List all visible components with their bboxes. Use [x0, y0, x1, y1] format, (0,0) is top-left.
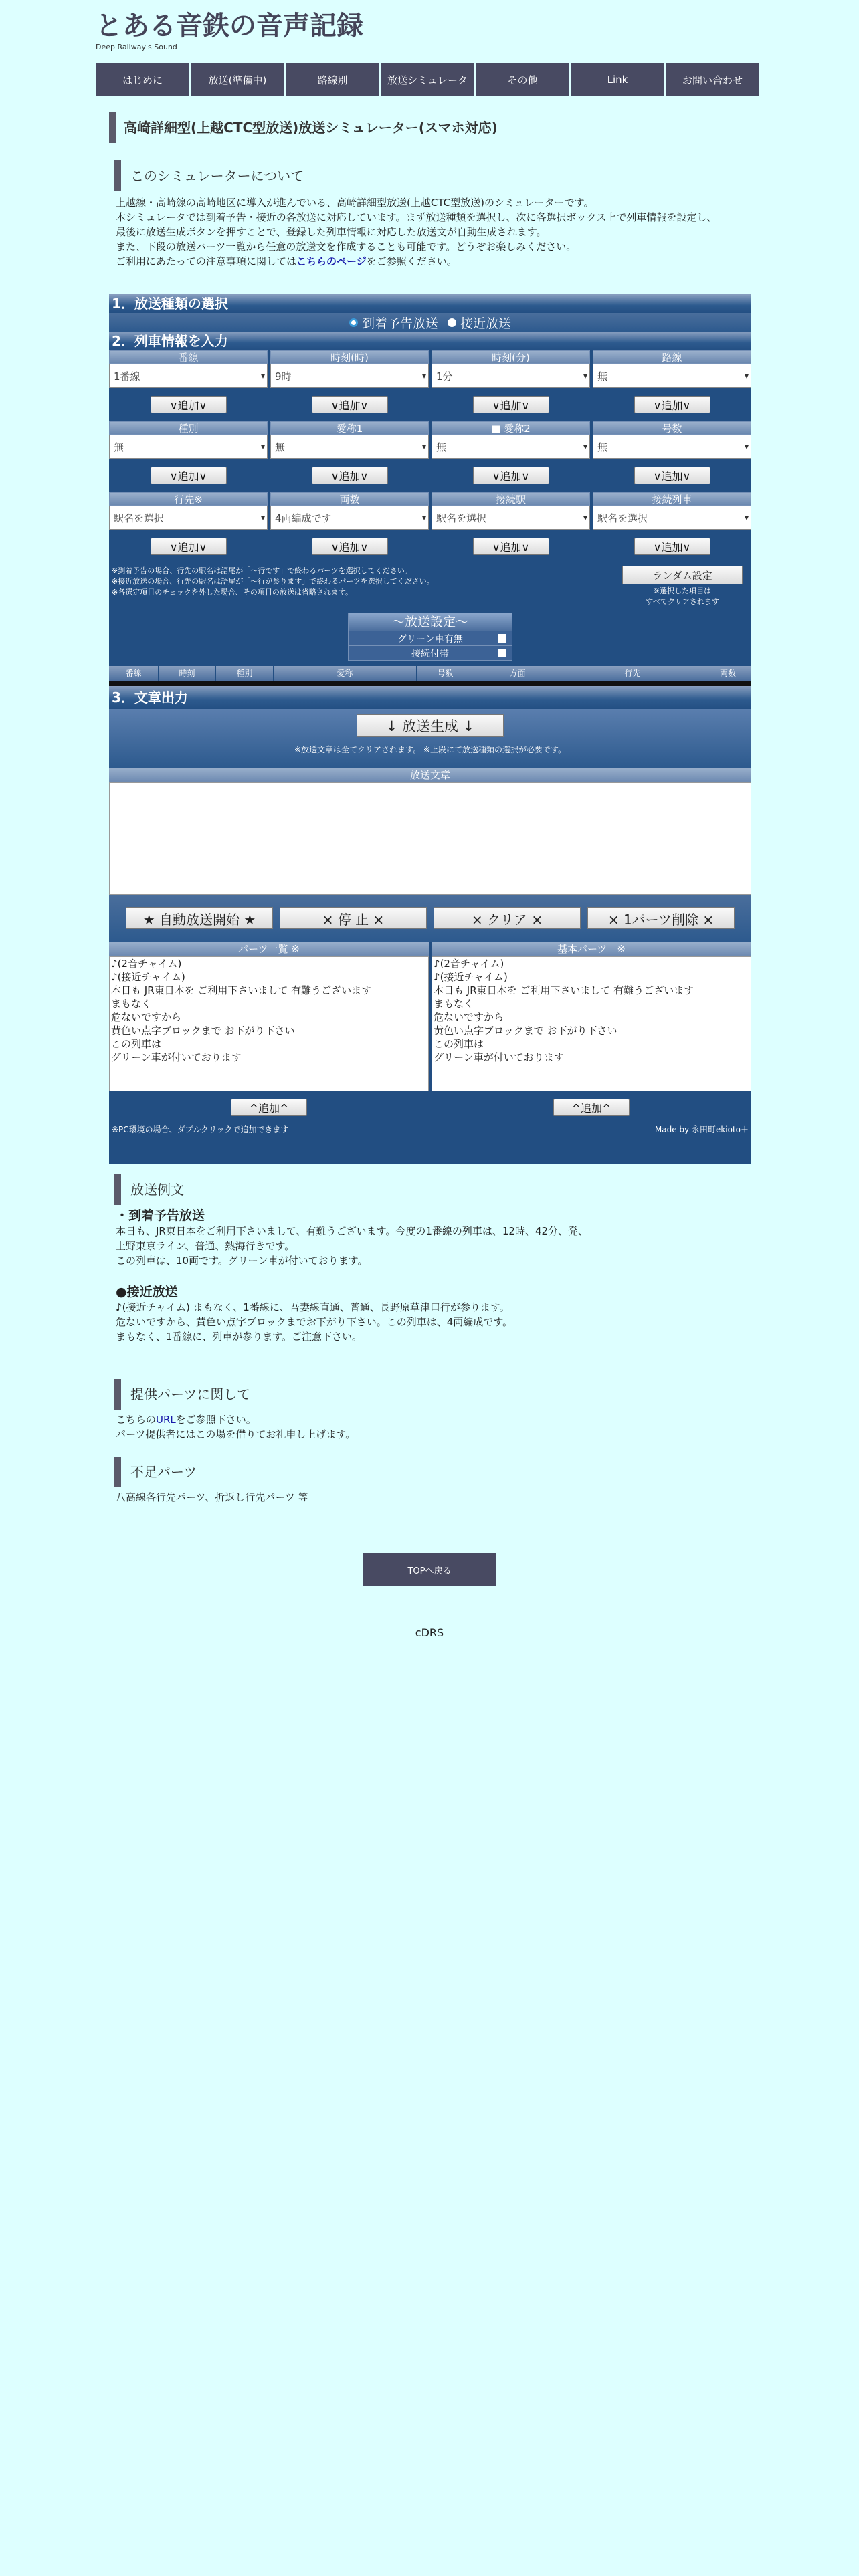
radio-dot-icon [349, 318, 358, 327]
col-cars: 両数 [704, 666, 751, 681]
add-platform-button[interactable]: ∨追加∨ [151, 396, 227, 413]
about-heading: このシミュレーターについて [114, 160, 751, 191]
nav-item-contact[interactable]: お問い合わせ [666, 63, 759, 96]
site-title[interactable]: とある音鉄の音声記録 [96, 11, 363, 41]
arrival-example-title: ・到着予告放送 [116, 1208, 205, 1223]
list-item[interactable]: ♪(2音チャイム) [111, 958, 182, 970]
setting-green-car-label: グリーン車有無 [397, 633, 463, 645]
note-line: ※接近放送の場合、行先の駅名は語尾が「〜行が参ります」で終わるパーツを選択してください。 [112, 577, 434, 586]
sim-footer [109, 1123, 751, 1135]
main-nav [96, 63, 759, 96]
col-time: 時刻 [159, 666, 216, 681]
missing-parts-text: 八高線各行先パーツ、折返し行先パーツ 等 [116, 1491, 308, 1503]
note-line: ※各選定項目のチェックを外した場合、その項目の放送は省略されます。 [112, 588, 353, 597]
basic-parts-label: 基本パーツ ※ [432, 942, 751, 956]
radio-dot-icon [448, 318, 456, 327]
label-line: 路線 [593, 350, 751, 364]
parts-add-button[interactable]: ^追加^ [231, 1099, 307, 1116]
train-info-row-1 [109, 350, 751, 421]
select-nickname2[interactable]: 無 ▾ [432, 435, 590, 459]
label-nickname2[interactable]: ■ 愛称2 [432, 421, 590, 435]
back-to-top-button[interactable]: TOPへ戻る [363, 1553, 496, 1586]
broadcast-settings [348, 613, 512, 661]
select-connect-train[interactable]: 駅名を選択 ▾ [593, 506, 751, 530]
intro-line: 上越線・高崎線の高崎地区に導入が進んでいる、高崎詳細型放送(上越CTC型放送)のシミュレーターです。 [116, 197, 594, 209]
copyright: cDRS [415, 1626, 444, 1639]
radio-arrival[interactable] [349, 314, 438, 332]
auto-broadcast-start-button[interactable]: ★ 自動放送開始 ★ [126, 907, 273, 929]
col-nickname: 愛称 [274, 666, 417, 681]
missing-parts-heading: 不足パーツ [114, 1457, 751, 1487]
list-item[interactable]: この列車は [111, 1038, 162, 1050]
parts-thanks: パーツ提供者にはこの場を借りてお礼申し上げます。 [116, 1428, 356, 1440]
intro-last-post: をご参照ください。 [366, 255, 457, 267]
radio-approach-label: 接近放送 [460, 316, 512, 331]
notes-text [112, 566, 434, 607]
col-number: 号数 [417, 666, 474, 681]
section-broadcast-type: 1．放送種類の選択 [109, 294, 751, 313]
list-item[interactable]: グリーン車が付いております [434, 1051, 564, 1063]
notes-row [109, 566, 751, 607]
list-item[interactable]: 黄色い点字ブロックまで お下がり下さい [434, 1025, 617, 1037]
connection-checkbox[interactable] [498, 649, 506, 657]
stop-button[interactable]: × 停 止 × [280, 907, 427, 929]
page-title: 高崎詳細型(上越CTC型放送)放送シミュレーター(スマホ対応) [109, 112, 751, 143]
made-by: Made by 永田町ekioto＋ [654, 1125, 749, 1134]
random-settings [619, 566, 746, 607]
select-destination[interactable]: 駅名を選択 ▾ [109, 506, 268, 530]
add-number-button[interactable]: ∨追加∨ [634, 467, 710, 484]
list-item[interactable]: まもなく [434, 998, 474, 1010]
site-header [96, 9, 363, 51]
example-line: 上野東京ライン、普通、熱海行きです。 [116, 1240, 295, 1252]
list-item[interactable]: ♪(接近チャイム) [434, 971, 508, 983]
label-connect-train: 接続列車 [593, 492, 751, 506]
random-button[interactable]: ランダム設定 [622, 566, 743, 584]
list-item[interactable]: 危ないですから [434, 1011, 504, 1023]
examples-section [109, 1174, 751, 1505]
list-item[interactable]: 本日も JR東日本を ご利用下さいまして 有難うございます [111, 984, 372, 996]
basic-parts-list[interactable] [432, 956, 751, 1091]
add-hour-button[interactable]: ∨追加∨ [312, 396, 388, 413]
intro-line [116, 254, 751, 269]
add-cars-button[interactable]: ∨追加∨ [312, 538, 388, 555]
nav-item-other[interactable]: その他 [476, 63, 571, 96]
col-direction: 方面 [474, 666, 561, 681]
nav-item-link[interactable]: Link [571, 63, 666, 96]
simulator [109, 294, 751, 1164]
nav-item-simulator[interactable]: 放送シミュレータ [381, 63, 476, 96]
random-note-line: ※選択した項目は [653, 586, 712, 595]
label-minute: 時刻(分) [432, 350, 590, 364]
parts-provided-text [116, 1412, 751, 1442]
train-table-header [109, 666, 751, 681]
select-hour[interactable]: 9時 ▾ [270, 364, 429, 388]
green-car-checkbox[interactable] [498, 634, 506, 643]
add-line-button[interactable]: ∨追加∨ [634, 396, 710, 413]
radio-approach[interactable] [448, 314, 511, 332]
intro-line: 本シミュレータでは到着予告・接近の各放送に対応しています。まず放送種類を選択し、次に各選択ボックス上で列車情報を設定し、 [116, 211, 717, 223]
random-note-line: すべてクリアされます [646, 597, 719, 606]
label-number: 号数 [593, 421, 751, 435]
select-number[interactable]: 無 ▾ [593, 435, 751, 459]
add-connect-station-button[interactable]: ∨追加∨ [473, 538, 549, 555]
example-line: まもなく、1番線に、列車が参ります。ご注意下さい。 [116, 1331, 363, 1343]
approach-example [116, 1284, 751, 1344]
intro-line: 最後に放送生成ボタンを押すことで、登録した列車情報に対応した放送文が自動生成されます。 [116, 226, 547, 238]
examples-heading: 放送例文 [114, 1174, 751, 1205]
train-table-body [109, 681, 751, 686]
generate-button[interactable]: ↓ 放送生成 ↓ [357, 714, 504, 737]
select-nickname1[interactable]: 無 ▾ [270, 435, 429, 459]
output-textarea[interactable] [109, 782, 751, 895]
select-cars[interactable]: 4両編成です ▾ [270, 506, 429, 530]
label-cars: 両数 [270, 492, 429, 506]
setting-connection-label: 接続付帯 [411, 648, 449, 659]
col-type: 種別 [216, 666, 274, 681]
intro-section [109, 112, 751, 269]
setting-connection [349, 645, 512, 660]
label-connect-station: 接続駅 [432, 492, 590, 506]
list-item[interactable]: この列車は [434, 1038, 484, 1050]
list-item[interactable]: ♪(2音チャイム) [434, 958, 504, 970]
label-hour: 時刻(時) [270, 350, 429, 364]
parts-url-link[interactable]: URL [156, 1414, 176, 1426]
list-item[interactable]: 本日も JR東日本を ご利用下さいまして 有難うございます [434, 984, 694, 996]
intro-line: また、下段の放送パーツ一覧から任意の放送文を作成することも可能です。どうぞお楽しみください。 [116, 241, 577, 253]
select-type[interactable]: 無 ▾ [109, 435, 268, 459]
approach-example-title: ●接近放送 [116, 1285, 178, 1299]
parts-panels [109, 942, 751, 1123]
parts-url-post: をご参照下さい。 [175, 1414, 256, 1426]
list-item[interactable]: 危ないですから [111, 1011, 182, 1023]
parts-url-line [116, 1412, 751, 1427]
add-destination-button[interactable]: ∨追加∨ [151, 538, 227, 555]
site-subtitle: Deep Railway's Sound [96, 43, 177, 51]
list-item[interactable]: まもなく [111, 998, 152, 1010]
select-line[interactable]: 無 ▾ [593, 364, 751, 388]
intro-last-pre: ご利用にあたっての注意事項に関しては [116, 255, 297, 267]
playback-controls [109, 895, 751, 942]
delete-one-part-button[interactable]: × 1パーツ削除 × [587, 907, 735, 929]
label-type: 種別 [109, 421, 268, 435]
list-item[interactable]: ♪(接近チャイム) [111, 971, 185, 983]
col-destination: 行先 [561, 666, 704, 681]
add-nickname2-button[interactable]: ∨追加∨ [473, 467, 549, 484]
generate-area [109, 709, 751, 768]
parts-list[interactable] [109, 956, 429, 1091]
label-nickname1: 愛称1 [270, 421, 429, 435]
section-train-info: 2．列車情報を入力 [109, 332, 751, 350]
pc-note: ※PC環境の場合、ダブルクリックで追加できます [112, 1125, 289, 1134]
list-item[interactable]: 黄色い点字ブロックまで お下がり下さい [111, 1025, 295, 1037]
nav-item-broadcast[interactable]: 放送(準備中) [191, 63, 286, 96]
radio-arrival-label: 到着予告放送 [361, 316, 438, 331]
nav-item-home[interactable]: はじめに [96, 63, 191, 96]
notes-page-link[interactable]: こちらのページ [296, 255, 367, 267]
random-note [619, 586, 746, 607]
select-minute[interactable]: 1分 ▾ [432, 364, 590, 388]
col-platform: 番線 [109, 666, 159, 681]
setting-green-car [349, 631, 512, 645]
nav-item-lines[interactable]: 路線別 [286, 63, 381, 96]
example-line: ♪(接近チャイム) まもなく、1番線に、吾妻線直通、普通、長野原草津口行が参ります。 [116, 1301, 510, 1313]
settings-title: 〜放送設定〜 [349, 613, 512, 631]
arrival-example [116, 1208, 751, 1268]
add-connect-train-button[interactable]: ∨追加∨ [634, 538, 710, 555]
section-output: 3．文章出力 [109, 686, 751, 709]
example-line: 本日も、JR東日本をご利用下さいまして、有難うございます。今度の1番線の列車は、12時、42分、発、 [116, 1225, 589, 1237]
train-info-row-3 [109, 492, 751, 563]
select-connect-station[interactable]: 駅名を選択 ▾ [432, 506, 590, 530]
label-destination: 行先※ [109, 492, 268, 506]
label-platform: 番線 [109, 350, 268, 364]
output-label: 放送文章 [109, 768, 751, 782]
intro-text [116, 195, 751, 269]
generate-note: ※放送文章は全てクリアされます。 ※上段にて放送種類の選択が必要です。 [294, 745, 566, 754]
example-line: この列車は、10両です。グリーン車が付いております。 [116, 1255, 368, 1267]
parts-provided-heading: 提供パーツに関して [114, 1379, 751, 1410]
list-item[interactable]: グリーン車が付いております [111, 1051, 242, 1063]
select-platform[interactable]: 1番線 ▾ [109, 364, 268, 388]
example-line: 危ないですから、黄色い点字ブロックまでお下がり下さい。この列車は、4両編成です。 [116, 1316, 513, 1328]
clear-button[interactable]: × クリア × [434, 907, 581, 929]
basic-parts-add-button[interactable]: ^追加^ [553, 1099, 630, 1116]
train-info-row-2 [109, 421, 751, 492]
add-type-button[interactable]: ∨追加∨ [151, 467, 227, 484]
note-line: ※到着予告の場合、行先の駅名は語尾が「〜行です」で終わるパーツを選択してください。 [112, 566, 412, 575]
add-minute-button[interactable]: ∨追加∨ [473, 396, 549, 413]
broadcast-type-radios [109, 313, 751, 332]
add-nickname1-button[interactable]: ∨追加∨ [312, 467, 388, 484]
parts-url-pre: こちらの [116, 1414, 157, 1426]
parts-list-label: パーツ一覧 ※ [109, 942, 429, 956]
